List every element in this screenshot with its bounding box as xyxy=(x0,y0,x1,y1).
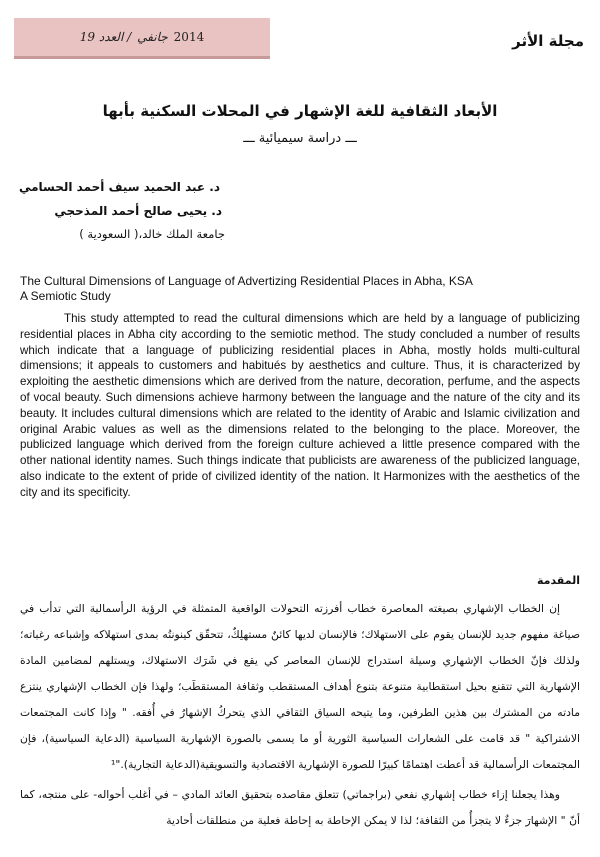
english-title-block xyxy=(20,274,580,304)
english-title: The Cultural Dimensions of Language of Advertizing Residential Places in Abha, KSA xyxy=(20,274,473,288)
intro-paragraph-2: وهذا يجعلنا إزاء خطاب إشهاري نفعي (براجماتي) تتعلق مقاصده بتحقيق العائد المادي – في أغلب أحواله- على منتجه، كما أنّ " الإشهارَ جزءٌ لا يتجزأُ من الثقافة؛ لذا لا يمكن الإحاطة به إحاطة فعلية من منطلقات أحادية xyxy=(20,788,580,827)
section-heading-intro: المقدمة xyxy=(536,574,580,587)
author-2: د. يحيى صالح أحمد المذحجي xyxy=(54,204,222,218)
article-subtitle: ـــ دراسة سيميائية ـــ xyxy=(243,131,357,146)
english-subtitle: A Semiotic Study xyxy=(20,289,111,303)
intro-body xyxy=(20,596,580,834)
english-abstract: This study attempted to read the cultural dimensions which are held by a language of publicizing residential places in Abha city according to the semiotic method. The study concluded a number of results which indicate that a language of publicizing residential places in Abha, mostly holds multi-cultural dimensions; it appeals to customers and habitués by aesthetics and culture. Thus, it is characterized by exploiting the aesthetic dimensions which are derived from the nature, decoration, perfume, and the aspects of vocal beauty. Such dimensions achieve harmony between the language and the nature of the city and its beauty. It includes cultural dimensions which are related to the identity of Arabic and Islamic civilization and original Arabic values as well as the dimensions related to the belonging to the place. Moreover, the publicized language which derived from the foreign culture achieved a little presence compared with the other national identity names. Such things indicate that publicists are awareness of the publicized language, also indicate to the extent of pride of civilized identity of the nation. It Harmonizes with the aesthetics of the city and its specificity. xyxy=(20,312,580,499)
issue-year: 2014 xyxy=(173,30,205,44)
article-title: الأبعاد الثقافية للغة الإشهار في المحلات السكنية بأبها xyxy=(102,102,498,120)
issue-month: جانفي xyxy=(137,30,168,44)
author-1: د. عبد الحميد سيف أحمد الحسامي xyxy=(18,180,220,194)
issue-number: العدد 19 / xyxy=(79,30,132,44)
journal-logo: مجلة الأثر xyxy=(512,32,584,50)
author-affiliation: جامعة الملك خالد،( السعودية ) xyxy=(79,227,225,241)
intro-paragraph-1: إن الخطاب الإشهاري بصيغته المعاصرة خطاب أفرزته التحولات الواقعية المتمثلة في الرؤية الرأسمالية التي تدأب في صياغة مفهوم جديد للإنسان يقوم على الاستهلاك؛ فالإنسان لديها كائنٌ مستهلِكٌ، تتحقّق كينونتُه بمدى استهلاكه وإشباعه رغباته؛ ولذلك فإنّ الخطاب الإشهاري وسيلة استدراج للإنسان المعاصر كي يقع في شَرَك الاستهلاك، ويستلهم لمضامين المادة الإشهارية التي تتقنع بحيل استقطابية متنوعة بتنوع أهداف المستقطب وثقافة المستقطَب؛ ولهذا فإن الخطاب الإشهاري ينتزع مادته من المشترك بين هذين الطرفين، وما يتيحه السياق الثقافي الذي يتحركُ الإشهارُ في أُفقه. " وإذا كانت المجتمعات الاشتراكية " قد قامت على الشعارات السياسية الثورية أو ما يسمى بالصورة الإشهارية السياسية (الدعاية السياسية)، فإن المجتمعات الرأسمالية قد أعطت اهتمامًا كبيرًا للصورة الإشهارية الاقتصادية والتسويقية(الدعاية التجارية)."¹ xyxy=(20,602,580,771)
issue-header-box xyxy=(14,18,270,59)
